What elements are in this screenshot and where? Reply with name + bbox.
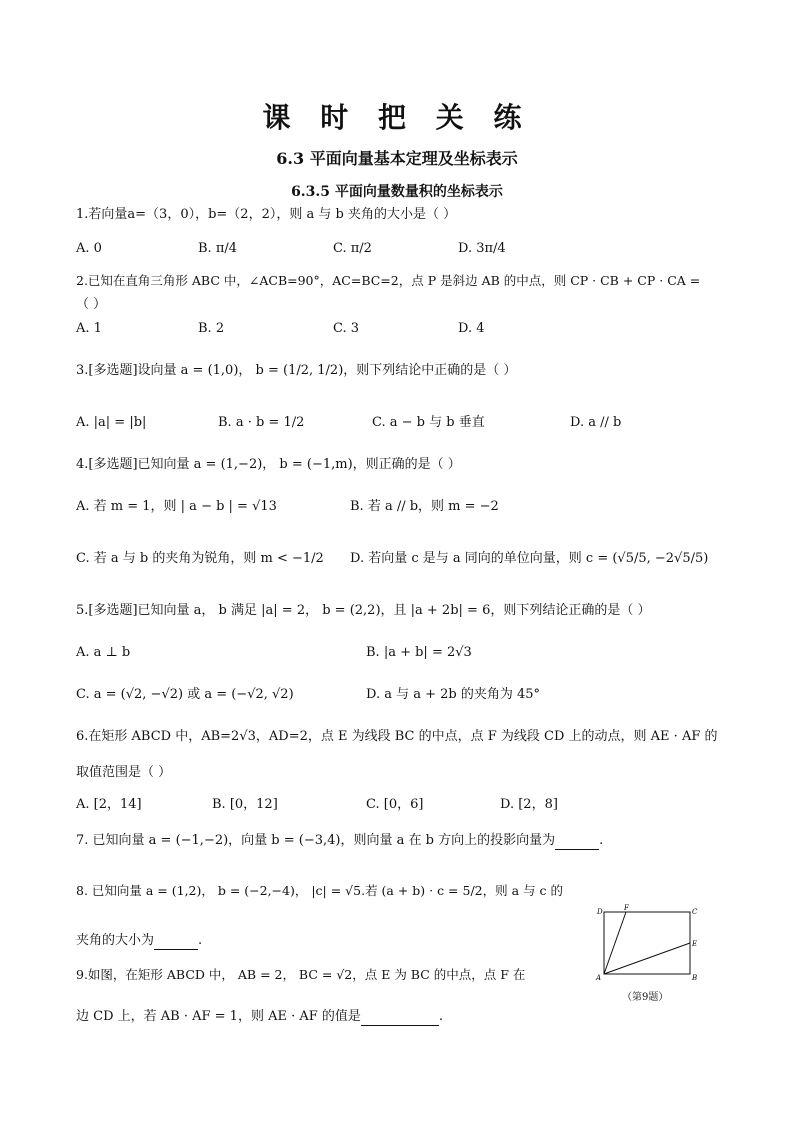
q6-stem: 6.在矩形 ABCD 中，AB=2√3，AD=2，点 E 为线段 BC 的中点，点 F 为线段 CD 上的动点，则 AE · AF 的 [76, 729, 718, 744]
q7-line [76, 832, 603, 850]
q9-end: . [438, 1009, 444, 1024]
q2-option-a: A. 1 [76, 321, 102, 336]
q4-option-a: A. 若 m = 1，则 | a − b | = √13 [76, 499, 277, 514]
q6-option-a: A. [2，14] [76, 797, 142, 812]
q4-option-c: C. 若 a 与 b 的夹角为锐角，则 m < −1/2 [76, 551, 324, 566]
q2-stem: 2.已知在直角三角形 ABC 中，∠ACB=90°，AC=BC=2，点 P 是斜边 AB 的中点，则 CP · CB + CP · CA = [76, 273, 701, 288]
q7-answer-blank[interactable] [555, 835, 599, 850]
q7-stem: 7. 已知向量 a = (−1,−2)，向量 b = (−3,4)，则向量 a 在 b 方向上的投影向量为 [76, 833, 556, 848]
q1-option-c: C. π/2 [333, 241, 372, 256]
q5-option-c: C. a = (√2, −√2) 或 a = (−√2, √2) [76, 687, 294, 702]
q6-stem-2: 取值范围是（ ） [76, 765, 172, 780]
segment-af [604, 912, 626, 974]
label-f: F [624, 904, 629, 912]
q6-option-d: D. [2，8] [500, 797, 558, 812]
q1-stem: 1.若向量a=（3，0），b=（2，2），则 a 与 b 夹角的大小是（ ） [76, 207, 457, 222]
q2-option-c: C. 3 [333, 321, 360, 336]
q3-option-b: B. a · b = 1/2 [218, 415, 305, 430]
q5-option-b: B. |a + b| = 2√3 [366, 645, 472, 660]
q9-answer-blank[interactable] [361, 1011, 439, 1026]
q6-option-b: B. [0，12] [212, 797, 278, 812]
section-title: 6.3 平面向量基本定理及坐标表示 [276, 149, 518, 168]
q2-stem-2: （ ） [76, 297, 107, 312]
q1-option-d: D. 3π/4 [458, 241, 506, 256]
q2-option-b: B. 2 [198, 321, 225, 336]
q8-line-2 [76, 932, 202, 950]
subsection-title: 6.3.5 平面向量数量积的坐标表示 [291, 184, 503, 200]
q5-option-a: A. a ⊥ b [76, 645, 131, 660]
label-e: E [692, 940, 698, 948]
q3-option-d: D. a // b [570, 415, 622, 430]
q7-end: . [599, 833, 604, 848]
q3-stem: 3.[多选题]设向量 a = (1,0)， b = (1/2, 1/2)，则下列结论中正确的是（ ） [76, 363, 517, 378]
q8-stem: 8. 已知向量 a = (1,2)， b = (−2,−4)， |c| = √5.若 (a + b) · c = 5/2，则 a 与 c 的 [76, 883, 563, 898]
q6-option-c: C. [0，6] [366, 797, 424, 812]
segment-ae [604, 943, 690, 974]
rectangle-abcd [604, 912, 690, 974]
label-b: B [692, 974, 698, 982]
page-title: 课 时 把 关 练 [262, 101, 532, 134]
label-c: C [692, 908, 698, 916]
q1-option-a: A. 0 [76, 241, 102, 256]
q8-answer-blank[interactable] [154, 935, 198, 950]
q3-option-a: A. |a| = |b| [76, 415, 147, 430]
q4-stem: 4.[多选题]已知向量 a = (1,−2)， b = (−1,m)，则正确的是（ ） [76, 457, 461, 472]
q5-stem: 5.[多选题]已知向量 a， b 满足 |a| = 2， b = (2,2)，且 |a + 2b| = 6，则下列结论正确的是（ ） [76, 603, 651, 618]
q8-end: . [198, 933, 203, 948]
q9-stem-2: 边 CD 上，若 AB · AF = 1，则 AE · AF 的值是 [76, 1009, 361, 1024]
label-d: D [597, 908, 603, 916]
q8-stem-2: 夹角的大小为 [76, 933, 155, 948]
q3-option-c: C. a − b 与 b 垂直 [372, 415, 485, 430]
q4-option-b: B. 若 a // b，则 m = −2 [350, 499, 499, 514]
q1-option-b: B. π/4 [198, 241, 238, 256]
q5-option-d: D. a 与 a + 2b 的夹角为 45° [366, 687, 541, 702]
q4-option-d: D. 若向量 c 是与 a 同向的单位向量，则 c = (√5/5, −2√5/5) [350, 551, 709, 566]
q9-line-2 [76, 1008, 443, 1026]
label-a: A [596, 974, 602, 982]
figure-caption: （第9题） [622, 992, 669, 1003]
q9-stem: 9.如图，在矩形 ABCD 中， AB = 2， BC = √2，点 E 为 BC 的中点，点 F 在 [76, 967, 526, 982]
q2-option-d: D. 4 [458, 321, 485, 336]
